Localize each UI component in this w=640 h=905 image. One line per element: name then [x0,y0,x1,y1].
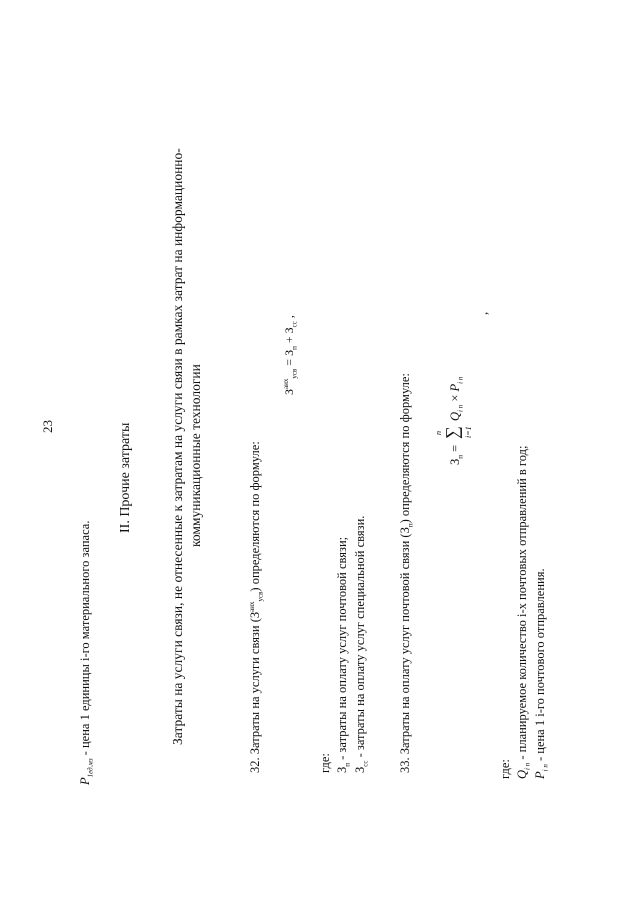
item-33-text-a: 33. Затраты на оплату услуг почтовой связи ( [398,533,412,773]
where-label-1: где: [318,753,332,773]
def-32-1-symbol: З [335,766,349,773]
subheading-line-1: Затраты на услуги связи, не отнесенные к затратам на услуги связи в рамках затрат на информационно- [170,148,185,745]
formula-33-p: P [448,383,462,392]
formula-33-end: , [476,311,490,315]
def-32-1-sub: п [343,762,352,767]
formula-33 [432,265,490,465]
formula-33-sum-top: n [434,431,443,435]
formula-33-p-sub: i п [456,376,465,384]
def-33-2-text: - цена 1 i-го почтового отправления. [533,568,547,765]
formula-32-symbol: З [282,388,296,395]
where-label-2: где: [498,759,512,779]
definition-32-1 [335,537,352,773]
page-number: 23 [40,420,55,433]
item-32-sub: усв [256,591,265,602]
def-33-1-sub: i п [523,762,532,770]
def-32-1-text: - затраты на оплату услуг почтовой связи; [335,536,349,763]
formula-32-sub: усв [290,368,299,379]
item-33-sub: п [406,523,415,528]
def-33-2-sub: i п [541,764,550,772]
def-32-2-text: - затраты на оплату услуг специальной связи. [353,515,367,761]
def-33-2-symbol: P [533,771,547,779]
price-text: - цена 1 единицы i-го материального запаса. [78,520,92,759]
def-33-1-symbol: Q [515,769,529,779]
item-33-paragraph [398,373,415,773]
definition-32-2 [353,516,370,773]
formula-33-eq: = [448,444,462,455]
item-32-sup: аих [248,601,256,612]
formula-33-sum-sign: ∑ [442,426,462,439]
price-definition-line [78,521,95,785]
formula-32 [282,315,298,395]
formula-32-rhs: = З [282,349,296,369]
def-32-2-symbol: З [353,766,367,773]
item-33-text-b: ) определяются по формуле: [398,373,412,524]
price-symbol: P [78,777,92,785]
section-title: II. Прочие затраты [118,422,133,533]
def-33-1-text: - планируемое количество i-х почтовых отправлений в год; [515,445,529,763]
def-32-2-sub: сс [361,760,370,767]
item-32-paragraph [248,441,265,773]
formula-32-end: , [282,315,296,322]
definition-33-1 [515,446,532,779]
formula-33-times: × [448,391,462,405]
formula-33-sum-bottom: i=1 [464,426,473,438]
subheading-line-2: коммуникационные технологии [188,364,203,547]
formula-33-lhs-sub: п [456,454,465,459]
formula-33-q-sub: i п [456,404,465,412]
item-33-symbol: З [398,527,412,534]
formula-32-sup: аих [282,378,290,389]
formula-32-plus: + З [282,327,296,347]
formula-32-cc-sub: сс [290,321,299,328]
formula-33-lhs: З [448,458,462,465]
item-32-text-a: 32. Затраты на услуги связи ( [248,618,263,773]
formula-32-p-sub: п [290,346,299,350]
item-32-symbol: З [248,611,263,619]
definition-33-2 [533,568,550,779]
price-symbol-sub: 1ед.мз [86,758,95,778]
item-32-text-b: ) определяются по формуле: [248,441,263,592]
formula-33-q: Q [448,411,462,421]
